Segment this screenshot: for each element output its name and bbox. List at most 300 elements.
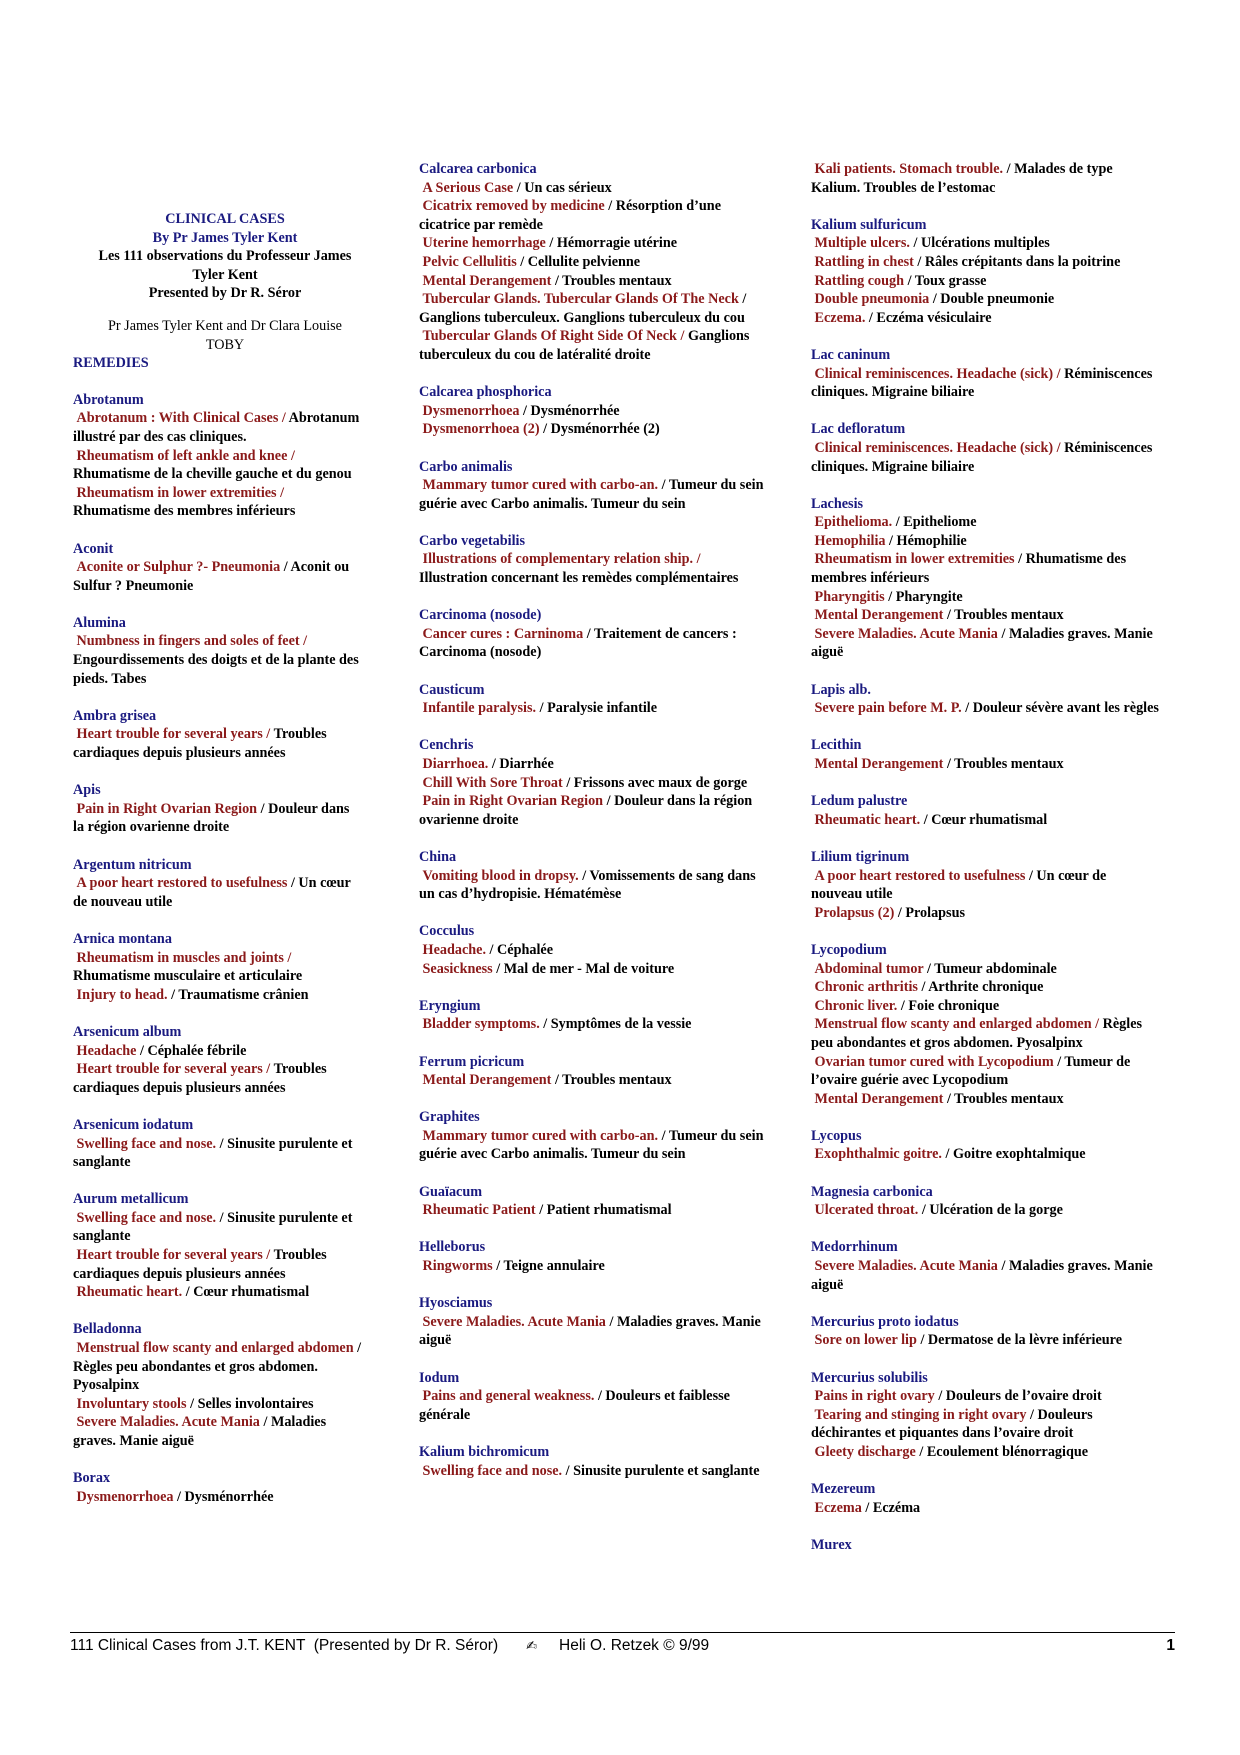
case-entry <box>811 867 1161 904</box>
case-entry <box>811 904 1161 923</box>
case-link[interactable]: Rattling in chest <box>814 253 914 270</box>
case-link[interactable]: Vomiting blood in dropsy. <box>422 867 579 884</box>
case-translation: / Arthrite chronique <box>921 979 1044 996</box>
remedy-block <box>73 1190 363 1302</box>
case-link[interactable]: Clinical reminiscences. Headache (sick) / <box>814 365 1061 382</box>
case-translation: / Tumeur de l’ovaire guérie avec Lycopodium <box>811 1053 1131 1089</box>
case-entry <box>811 1201 1161 1220</box>
remedy-block <box>811 1480 1161 1517</box>
remedy-block <box>419 1238 769 1275</box>
case-translation: / Dysménorrhée <box>177 1488 274 1505</box>
remedies-heading: REMEDIES <box>73 355 149 372</box>
remedy-name: Lapis alb. <box>811 681 871 698</box>
case-link[interactable]: Ovarian tumor cured with Lycopodium <box>814 1053 1054 1070</box>
remedy-block <box>419 458 769 514</box>
case-link[interactable]: Headache. <box>422 941 486 958</box>
remedy-block <box>419 606 769 662</box>
remedy-block <box>811 1183 1161 1220</box>
case-entry <box>811 625 1161 662</box>
case-entry <box>419 960 769 979</box>
case-link[interactable]: Swelling face and nose. <box>76 1209 217 1226</box>
case-entry <box>811 1387 1161 1406</box>
case-link[interactable]: Epithelioma. <box>814 514 893 531</box>
remedy-block <box>811 681 1161 718</box>
case-translation: / Maladies graves. Manie aiguë <box>73 1414 327 1449</box>
case-entry <box>419 1257 769 1276</box>
case-link[interactable]: Uterine hemorrhage <box>422 235 546 252</box>
case-entry <box>811 253 1161 272</box>
remedy-block <box>419 1369 769 1425</box>
case-link[interactable]: Injury to head. <box>76 986 168 1003</box>
case-translation: / Râles crépitants dans la poitrine <box>917 253 1121 270</box>
case-translation: / Teigne annulaire <box>496 1258 605 1275</box>
case-link[interactable]: Cancer cures : Carninoma <box>422 625 584 642</box>
case-translation: Troubles cardiaques depuis plusieurs années <box>73 1061 327 1096</box>
column-2 <box>419 160 769 1499</box>
case-entry <box>811 588 1161 607</box>
remedy-block <box>419 1183 769 1220</box>
remedy-block <box>811 941 1161 1108</box>
case-link[interactable]: Chill With Sore Throat <box>422 774 563 791</box>
case-link[interactable]: Menstrual flow scanty and enlarged abdomen / <box>814 1016 1100 1033</box>
case-link[interactable]: Eczema. <box>814 309 866 326</box>
case-link[interactable]: Pains and general weakness. <box>422 1388 595 1405</box>
remedy-block <box>419 532 769 588</box>
case-entry <box>811 439 1161 476</box>
case-translation: / Troubles mentaux <box>554 1072 672 1089</box>
remedy-name: Carbo vegetabilis <box>419 532 526 549</box>
case-translation: / Traumatisme crânien <box>171 986 309 1003</box>
case-entry <box>73 632 363 688</box>
case-link[interactable]: Rheumatism in lower extremities <box>814 551 1015 568</box>
remedy-block <box>73 781 363 837</box>
case-entry <box>419 1387 769 1424</box>
case-translation: Rhumatisme de la cheville gauche et du genou <box>73 466 352 483</box>
case-translation: / Hémophilie <box>889 532 967 549</box>
case-translation: / Ecoulement blénorragique <box>919 1443 1089 1460</box>
case-link[interactable]: Menstrual flow scanty and enlarged abdomen <box>76 1340 354 1357</box>
case-link[interactable]: Severe pain before M. P. <box>814 700 962 717</box>
remedy-block <box>419 1053 769 1090</box>
remedy-name: Arsenicum album <box>73 1023 182 1040</box>
case-translation: / Troubles mentaux <box>946 756 1064 772</box>
case-link[interactable]: Rheumatic Patient <box>422 1202 536 1219</box>
case-translation: / Ulcérations multiples <box>913 235 1050 252</box>
remedy-name: Borax <box>73 1470 111 1487</box>
footer-credit: Heli O. Retzek © 9/99 <box>559 1637 710 1654</box>
document-author: By Pr James Tyler Kent <box>152 229 298 246</box>
case-entry <box>811 1331 1161 1350</box>
case-link[interactable]: Bladder symptoms. <box>422 1016 540 1033</box>
remedy-block <box>419 997 769 1034</box>
case-translation: / Prolapsus <box>897 904 965 921</box>
remedy-name: Lac caninum <box>811 346 891 363</box>
remedy-name: Lycopodium <box>811 941 887 958</box>
case-link[interactable]: Rheumatism in lower extremities / <box>76 484 285 501</box>
case-link[interactable]: Tubercular Glands Of Right Side Of Neck / <box>422 328 685 345</box>
case-link[interactable]: Chronic liver. <box>814 997 898 1014</box>
case-link[interactable]: Mental Derangement <box>814 1090 944 1107</box>
case-link[interactable]: Heart trouble for several years / <box>76 726 271 743</box>
case-link[interactable]: Mental Derangement <box>422 272 552 289</box>
case-link[interactable]: Kali patients. Stomach trouble. <box>814 161 1004 177</box>
remedy-block <box>811 1127 1161 1164</box>
case-entry <box>811 960 1161 979</box>
case-link[interactable]: Heart trouble for several years / <box>76 1247 271 1264</box>
case-translation: / Paralysie infantile <box>539 700 658 717</box>
case-translation: / Double pneumonie <box>932 291 1055 308</box>
case-entry <box>811 1015 1161 1052</box>
case-translation: Troubles cardiaques depuis plusieurs années <box>73 726 327 762</box>
case-link[interactable]: Aconite or Sulphur ?- Pneumonia <box>76 559 281 576</box>
case-link[interactable]: Swelling face and nose. <box>76 1135 217 1152</box>
case-link[interactable]: Prolapsus (2) <box>814 904 895 921</box>
case-entry <box>73 1209 363 1246</box>
case-link[interactable]: Involuntary stools <box>76 1395 187 1412</box>
remedy-block <box>73 1320 363 1450</box>
case-translation: / Sinusite purulente et sanglante <box>73 1135 353 1171</box>
case-link[interactable]: A poor heart restored to usefulness <box>76 875 288 892</box>
case-translation: Rhumatisme des membres inférieurs <box>73 503 296 520</box>
case-entry <box>73 1246 363 1283</box>
remedy-name: Argentum nitricum <box>73 856 192 873</box>
case-translation: / Cœur rhumatismal <box>923 811 1048 828</box>
remedy-block <box>73 856 363 912</box>
case-translation: / Goitre exophtalmique <box>945 1146 1086 1163</box>
remedy-name: Hyosciamus <box>419 1295 493 1312</box>
case-entry <box>73 484 363 521</box>
case-link[interactable]: Pain in Right Ovarian Region <box>76 800 258 817</box>
case-translation: / Un cœur de nouveau utile <box>811 867 1107 903</box>
case-translation: / Douleur dans la région ovarienne droite <box>73 800 350 836</box>
case-entry <box>73 1488 363 1507</box>
case-translation: / Rhumatisme des membres inférieurs <box>811 551 1127 587</box>
remedy-block <box>811 346 1161 402</box>
remedy-block <box>811 216 1161 328</box>
document-title: CLINICAL CASES <box>165 211 285 227</box>
case-entry <box>419 1201 769 1220</box>
case-entry <box>811 811 1161 830</box>
remedy-block <box>419 1108 769 1164</box>
case-entry <box>419 476 769 513</box>
case-link[interactable]: Rheumatism of left ankle and knee / <box>76 447 295 464</box>
remedy-name: Lecithin <box>811 737 862 754</box>
case-entry <box>419 290 769 327</box>
case-entry <box>73 1395 363 1414</box>
case-link[interactable]: Mental Derangement <box>422 1072 552 1089</box>
remedy-name: Calcarea phosphorica <box>419 384 552 401</box>
case-entry <box>419 867 769 904</box>
case-link[interactable]: Chronic arthritis <box>814 979 918 996</box>
case-entry <box>419 1313 769 1350</box>
french-title-line-2: Tyler Kent <box>192 266 258 283</box>
remedy-name: Magnesia carbonica <box>811 1183 933 1200</box>
case-link[interactable]: Severe Maladies. Acute Mania <box>76 1414 260 1431</box>
remedy-block <box>811 160 1161 197</box>
case-translation: / Dermatose de la lèvre inférieure <box>920 1332 1123 1349</box>
column-1 <box>73 160 363 1525</box>
case-entry <box>73 874 363 911</box>
case-entry <box>419 699 769 718</box>
case-translation: / Dysménorrhée (2) <box>543 421 660 438</box>
case-entry <box>811 234 1161 253</box>
remedy-block <box>73 1023 363 1097</box>
remedy-block <box>811 1238 1161 1294</box>
case-entry <box>811 1090 1161 1109</box>
case-entry <box>811 755 1161 774</box>
case-translation: Illustration concernant les remèdes complémentaires <box>419 570 739 587</box>
case-entry <box>419 625 769 662</box>
remedy-block <box>811 848 1161 922</box>
case-translation: / Troubles mentaux <box>946 607 1064 624</box>
case-link[interactable]: Eczema <box>814 1499 862 1516</box>
case-link[interactable]: Tearing and stinging in right ovary <box>814 1406 1027 1423</box>
case-translation: Règles peu abondantes et gros abdomen. Pyosalpinx <box>811 1016 1143 1051</box>
remedy-name: Cocculus <box>419 923 475 940</box>
case-entry <box>73 409 363 446</box>
remedy-name: Iodum <box>419 1369 460 1386</box>
case-translation: / Douleur dans la région ovarienne droite <box>419 793 753 828</box>
case-entry <box>811 606 1161 625</box>
presenter: Presented by Dr R. Séror <box>148 285 302 302</box>
case-link[interactable]: Seasickness <box>422 960 493 977</box>
case-translation: / Eczéma <box>865 1499 921 1516</box>
case-translation: / Douleur sévère avant les règles <box>965 700 1159 717</box>
case-entry <box>73 1283 363 1302</box>
case-entry <box>811 309 1161 328</box>
remedy-name: Belladonna <box>73 1321 142 1338</box>
remedy-name: Causticum <box>419 681 485 698</box>
case-translation: Réminiscences cliniques. Migraine biliaire <box>811 365 1153 401</box>
case-entry <box>419 402 769 421</box>
case-link[interactable]: Pain in Right Ovarian Region <box>422 793 604 810</box>
case-link[interactable]: Dysmenorrhoea <box>76 1488 174 1505</box>
case-link[interactable]: Swelling face and nose. <box>422 1462 563 1479</box>
case-entry <box>811 1145 1161 1164</box>
case-link[interactable]: Tubercular Glands. Tubercular Glands Of The Neck <box>422 291 739 308</box>
remedy-name: Carcinoma (nosode) <box>419 607 542 624</box>
case-link[interactable]: Gleety discharge <box>814 1443 916 1460</box>
remedy-block <box>73 1469 363 1506</box>
case-entry <box>811 1257 1161 1294</box>
case-link[interactable]: Numbness in fingers and soles of feet / <box>76 633 308 650</box>
case-link[interactable]: Exophthalmic goitre. <box>814 1146 942 1163</box>
case-link[interactable]: Rheumatic heart. <box>814 811 921 828</box>
remedy-list <box>419 160 769 1480</box>
case-entry <box>73 949 363 986</box>
case-translation: / Douleurs déchirantes et piquantes dans l’ovaire droit <box>811 1406 1093 1442</box>
case-translation: / Sinusite purulente et sanglante <box>73 1209 353 1245</box>
case-entry <box>419 550 769 587</box>
remedy-name: Cenchris <box>419 737 474 754</box>
case-entry <box>811 532 1161 551</box>
case-link[interactable]: Dysmenorrhoea <box>422 402 520 419</box>
case-entry <box>419 327 769 364</box>
remedy-block <box>811 495 1161 662</box>
case-entry <box>419 197 769 234</box>
case-link[interactable]: Dysmenorrhoea (2) <box>422 421 540 438</box>
case-link[interactable]: Severe Maladies. Acute Mania <box>422 1313 606 1330</box>
case-translation: / Règles peu abondantes et gros abdomen. Pyosalpinx <box>73 1340 362 1394</box>
remedy-name: Lilium tigrinum <box>811 848 910 865</box>
remedy-name: Aconit <box>73 540 114 557</box>
case-translation: Ganglions tuberculeux du cou de latéralité droite <box>419 328 750 363</box>
case-link[interactable]: Severe Maladies. Acute Mania <box>814 625 998 642</box>
case-translation: / Patient rhumatismal <box>539 1202 672 1219</box>
case-entry <box>811 160 1161 197</box>
case-link[interactable]: A Serious Case <box>422 179 514 196</box>
case-translation: / Vomissements de sang dans un cas d’hydropisie. Hématémèse <box>419 867 756 903</box>
case-entry <box>419 1015 769 1034</box>
case-translation: / Dysménorrhée <box>523 402 620 419</box>
case-link[interactable]: Heart trouble for several years / <box>76 1061 271 1078</box>
case-link[interactable]: Pains in right ovary <box>814 1388 935 1405</box>
remedy-name: Arnica montana <box>73 930 172 947</box>
case-translation: / Un cas sérieux <box>516 179 612 196</box>
case-link[interactable]: Clinical reminiscences. Headache (sick) / <box>814 439 1061 456</box>
case-entry <box>73 1413 363 1450</box>
case-entry <box>73 1042 363 1061</box>
case-link[interactable]: Rheumatic heart. <box>76 1284 183 1301</box>
case-link[interactable]: Cicatrix removed by medicine <box>422 198 605 215</box>
remedy-name: Alumina <box>73 614 126 631</box>
case-translation: / Selles involontaires <box>190 1395 314 1412</box>
remedy-block <box>811 1313 1161 1350</box>
case-entry <box>811 1499 1161 1518</box>
case-link[interactable]: Mammary tumor cured with carbo-an. <box>422 477 659 494</box>
remedy-name: Apis <box>73 782 101 799</box>
document-header <box>65 210 385 354</box>
remedy-block <box>73 614 363 688</box>
remedy-block <box>73 391 363 521</box>
case-link[interactable]: Abdominal tumor <box>814 960 924 977</box>
case-entry <box>73 558 363 595</box>
case-translation: / Malades de type Kalium. Troubles de l’estomac <box>811 161 1113 196</box>
remedy-name: Murex <box>811 1536 852 1553</box>
case-link[interactable]: Pharyngitis <box>814 588 885 605</box>
case-translation: / Traitement de cancers : Carcinoma (nosode) <box>419 625 737 661</box>
case-link[interactable]: Illustrations of complementary relation ship. / <box>422 551 701 568</box>
remedy-name: Ledum palustre <box>811 793 908 810</box>
case-link[interactable]: Rheumatism in muscles and joints / <box>76 949 292 966</box>
case-link[interactable]: Ringworms <box>422 1258 493 1275</box>
remedy-block <box>419 1443 769 1480</box>
case-translation: / Diarrhée <box>491 756 554 772</box>
case-translation: / Hémorragie utérine <box>549 235 678 252</box>
case-entry <box>73 1135 363 1172</box>
case-link[interactable]: Pelvic Cellulitis <box>422 253 517 270</box>
case-link[interactable]: Double pneumonia <box>814 291 930 308</box>
case-translation: / Maladies graves. Manie aiguë <box>419 1313 761 1349</box>
remedy-block <box>419 1294 769 1350</box>
case-entry <box>419 1462 769 1481</box>
case-link[interactable]: Mental Derangement <box>814 607 944 624</box>
case-translation: / Ulcération de la gorge <box>921 1202 1063 1219</box>
case-link[interactable]: Headache <box>76 1042 137 1059</box>
remedy-name: Arsenicum iodatum <box>73 1116 194 1133</box>
case-translation: Abrotanum illustré par des cas cliniques. <box>73 410 360 445</box>
case-link[interactable]: Diarrhoea. <box>422 756 489 772</box>
case-translation: / Symptômes de la vessie <box>543 1016 692 1033</box>
pen-icon: ✍ <box>526 1638 538 1653</box>
remedy-name: Ferrum picricum <box>419 1053 525 1070</box>
case-link[interactable]: Mammary tumor cured with carbo-an. <box>422 1127 659 1144</box>
remedy-name: Mercurius proto iodatus <box>811 1313 959 1330</box>
case-entry <box>811 1053 1161 1090</box>
remedy-block <box>419 681 769 718</box>
column-3 <box>811 160 1161 1573</box>
remedy-block <box>811 736 1161 773</box>
case-translation: Rhumatisme musculaire et articulaire <box>73 968 303 985</box>
case-translation: / Frissons avec maux de gorge <box>566 774 748 791</box>
case-entry <box>419 774 769 793</box>
remedy-name: Guaïacum <box>419 1183 483 1200</box>
case-translation: / Aconit ou Sulfur ? Pneumonie <box>73 559 350 594</box>
remedy-block <box>811 1536 1161 1555</box>
case-link[interactable]: Ulcerated throat. <box>814 1202 919 1219</box>
french-title-line-1: Les 111 observations du Professeur James <box>98 248 352 265</box>
case-entry <box>811 997 1161 1016</box>
case-translation: / Céphalée <box>489 941 553 958</box>
remedy-block <box>419 922 769 978</box>
case-entry <box>419 1127 769 1164</box>
case-entry <box>419 420 769 439</box>
case-translation: / Troubles mentaux <box>946 1090 1064 1107</box>
remedy-block <box>73 540 363 596</box>
case-entry <box>419 253 769 272</box>
case-link[interactable]: Severe Maladies. Acute Mania <box>814 1258 998 1275</box>
case-translation: Engourdissements des doigts et de la plante des pieds. Tabes <box>73 652 359 687</box>
case-entry <box>73 1060 363 1097</box>
page-number: 1 <box>1166 1637 1175 1654</box>
remedy-block <box>811 792 1161 829</box>
case-translation: / Tumeur du sein guérie avec Carbo animalis. Tumeur du sein <box>419 477 764 512</box>
case-translation: / Tumeur abdominale <box>927 960 1057 977</box>
remedy-block <box>73 930 363 1004</box>
remedy-name: Calcarea carbonica <box>419 161 537 177</box>
case-link[interactable]: Abrotanum : With Clinical Cases / <box>76 410 286 427</box>
case-entry <box>419 234 769 253</box>
case-entry <box>419 941 769 960</box>
case-link[interactable]: Sore on lower lip <box>814 1332 917 1349</box>
remedy-block <box>419 848 769 904</box>
case-entry <box>73 447 363 484</box>
case-translation: / Foie chronique <box>900 997 1000 1014</box>
case-translation: / Maladies graves. Manie aiguë <box>811 625 1153 661</box>
page-footer <box>70 1632 1175 1655</box>
case-link[interactable]: Infantile paralysis. <box>422 700 537 717</box>
case-entry <box>419 792 769 829</box>
case-link[interactable]: Multiple ulcers. <box>814 235 910 252</box>
remedy-name: Kalium sulfuricum <box>811 216 927 233</box>
case-translation: Troubles cardiaques depuis plusieurs années <box>73 1247 327 1282</box>
remedy-name: Medorrhinum <box>811 1239 898 1256</box>
case-translation: / Un cœur de nouveau utile <box>73 875 351 910</box>
case-translation: Réminiscences cliniques. Migraine biliaire <box>811 439 1153 475</box>
case-translation: / Douleurs et faiblesse générale <box>419 1388 730 1423</box>
case-link[interactable]: Mental Derangement <box>814 756 944 772</box>
case-entry <box>811 513 1161 532</box>
case-link[interactable]: Hemophilia <box>814 532 886 549</box>
remedy-block <box>811 1369 1161 1462</box>
case-entry <box>73 1339 363 1395</box>
remedy-name: Graphites <box>419 1109 480 1126</box>
remedy-block <box>419 383 769 439</box>
remedy-name: Lycopus <box>811 1127 862 1144</box>
case-link[interactable]: Rattling cough <box>814 272 905 289</box>
case-link[interactable]: A poor heart restored to usefulness <box>814 867 1026 884</box>
authors-line-2: TOBY <box>205 336 245 353</box>
